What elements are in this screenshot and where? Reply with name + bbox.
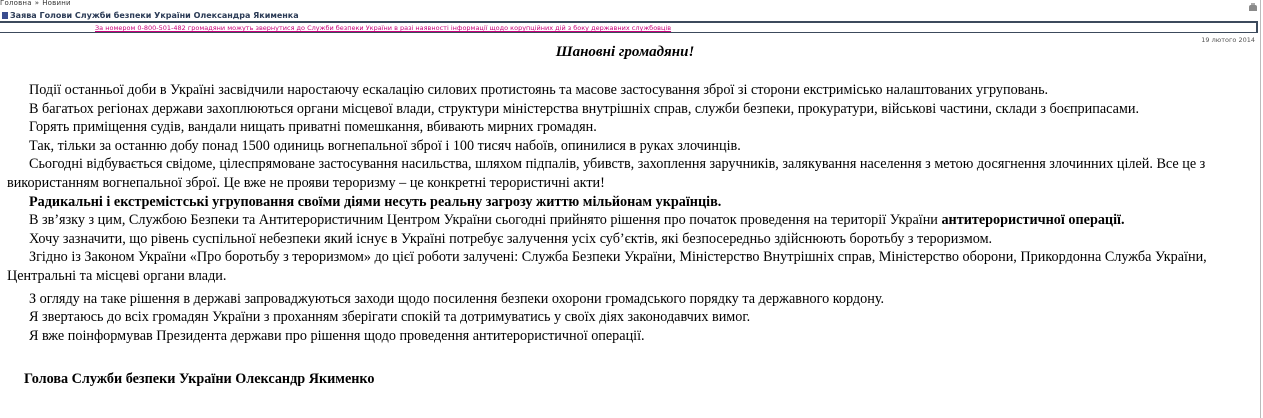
bullet-square-icon [2, 12, 8, 19]
paragraph: Я вже поінформував Президента держави про рішення щодо проведення антитерористичної операції. [29, 327, 645, 344]
paragraph [7, 211, 1257, 230]
emphasis-text: антитерористичної операції. [941, 212, 1125, 229]
hotline-ticker-link[interactable]: За номером 0-800-501-482 громадяни можуть звернутися до Служби безпеки України в разі наявності інформації щодо корупційних дій з боку державних службовців [95, 24, 672, 32]
paragraph: Хочу зазначити, що рівень суспільної небезпеки який існує в Україні потребує залучення усіх суб’єктів, які безпосередньо здійснюють боротьбу з тероризмом. [29, 230, 993, 247]
page-header [2, 9, 299, 21]
paragraph: Так, тільки за останню добу понад 1500 одиниць вогнепальної зброї і 100 тисяч набоїв, опинилися в руках злочинців. [29, 137, 741, 154]
print-icon[interactable] [1249, 5, 1257, 11]
paragraph-text: В зв’язку з цим, Службою Безпеки та Антитерористичним Центром України сьогодні прийнято рішення про початок проведення на території України [29, 212, 942, 229]
paragraph: Я звертаюсь до всіх громадян України з проханням зберігати спокій та дотримуватись у своїх діях законодавчих вимог. [29, 309, 751, 326]
publish-date: 19 лютого 2014 [1201, 36, 1255, 44]
paragraph: Горять приміщення судів, вандали нищать приватні помешкання, вбивають мирних громадян. [29, 119, 597, 136]
breadcrumb [0, 0, 71, 7]
paragraph: Події останньої доби в Україні засвідчили наростаючу ескалацію силових протистоянь та масове застосування зброї зі сторони екстримісько налаштованих угруповань. [29, 82, 1049, 98]
paragraph-emphasis [7, 193, 1257, 212]
statement-body [7, 81, 1257, 345]
breadcrumb-news-link[interactable]: Новини [42, 0, 71, 7]
signature: Голова Служби безпеки України Олександр Якименко [24, 371, 375, 387]
paragraph: З огляду на таке рішення в державі запроваджуються заходи щодо посилення безпеки охорони громадського порядку та державного кордону. [29, 290, 885, 307]
page-title: Заява Голови Служби безпеки України Олександра Якименка [10, 10, 299, 20]
paragraph: Сьогодні відбувається свідоме, цілеспрямоване застосування насильства, шляхом підпалів, убивств, захоплення заручників, залякування населення з метою досягнення злочинних цілей. Все це з використанням вогнепальної зброї. Це вже не прояви тероризму – це конкретні терористичні акти! [7, 156, 1206, 191]
page-right-border [1260, 0, 1261, 418]
paragraph: В багатьох регіонах держави захоплюються органи місцевої влади, структури міністерства внутрішніх справ, служби безпеки, прокуратури, військові частини, склади з боєприпасами. [29, 100, 1140, 117]
breadcrumb-home-link[interactable]: Головна [0, 0, 32, 7]
breadcrumb-separator: » [34, 0, 40, 7]
emphasis-text: Радикальні і екстремістські угруповання своїми діями несуть реальну загрозу життю мільйонам українців. [29, 193, 722, 210]
greeting-heading: Шановні громадяни! [555, 44, 695, 60]
paragraph: Згідно із Законом України «Про боротьбу з тероризмом» до цієї роботи залучені: Служба Безпеки України, Міністерство Внутрішніх справ, Міністерство оборони, Прикордонна Служба України, Центральні та місцеві органи влади. [7, 249, 1207, 284]
